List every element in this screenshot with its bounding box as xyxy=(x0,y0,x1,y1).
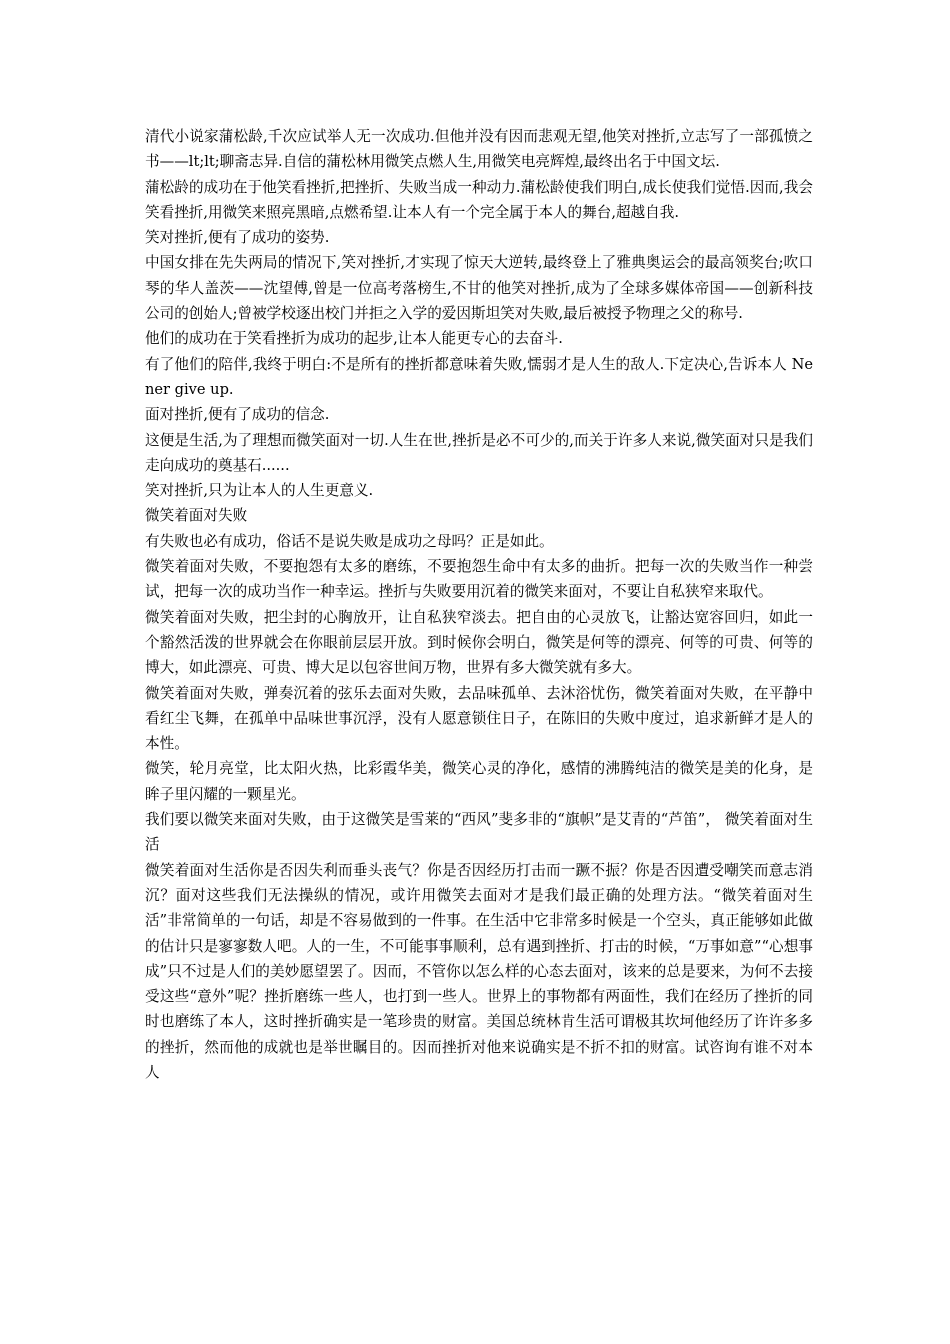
paragraph: 微笑着面对生活你是否因失利而垂头丧气？你是否因经历打击而一蹶不振？你是否因遭受嘲笑而意志消沉？面对这些我们无法操纵的情况，或许用微笑去面对才是我们最正确的处理方法。“微笑着面对生活”非常简单的一句话，却是不容易做到的一件事。在生活中它非常多时候是一个空头，真正能够如此做的估计只是寥寥数人吧。人的一生，不可能事事顺利，总有遇到挫折、打击的时候，“万事如意”“心想事成”只不过是人们的美妙愿望罢了。因而，不管你以怎么样的心态去面对，该来的总是要来，为何不去接受这些“意外”呢？挫折磨练一些人，也打到一些人。世界上的事物都有两面性，我们在经历了挫折的同时也磨练了本人，这时挫折确实是一笔珍贵的财富。美国总统林肯生活可谓极其坎坷他经历了许许多多的挫折，然而他的成就也是举世瞩目的。因而挫折对他来说确实是不折不扣的财富。试咨询有谁不对本人 xyxy=(145,861,813,1081)
paragraph: 蒲松龄的成功在于他笑看挫折,把挫折、失败当成一种动力.蒲松龄使我们明白,成长使我们觉悟.因而,我会笑看挫折,用微笑来照亮黑暗,点燃希望.让本人有一个完全属于本人的舞台,超越自我. xyxy=(145,178,813,221)
paragraph: 有了他们的陪伴,我终于明白:不是所有的挫折都意味着失败,懦弱才是人生的敌人.下定决心,告诉本人 Nener give up. xyxy=(145,355,813,398)
paragraph: 微笑着面对失败，把尘封的心胸放开，让自私狭窄淡去。把自由的心灵放飞，让豁达宽容回归，如此一个豁然活泼的世界就会在你眼前层层开放。到时候你会明白，微笑是何等的漂亮、何等的可贵、何等的博大，如此漂亮、可贵、博大足以包容世间万物，世界有多大微笑就有多大。 xyxy=(145,608,813,677)
paragraph: 这便是生活,为了理想而微笑面对一切.人生在世,挫折是必不可少的,而关于许多人来说,微笑面对只是我们走向成功的奠基石...... xyxy=(145,431,813,474)
paragraph: 微笑着面对失败 xyxy=(145,507,248,525)
paragraph: 面对挫折,便有了成功的信念. xyxy=(145,406,330,424)
paragraph: 微笑着面对失败，不要抱怨有太多的磨练，不要抱怨生命中有太多的曲折。把每一次的失败当作一种尝试，把每一次的成功当作一种幸运。挫折与失败要用沉着的微笑来面对，不要让自私狭窄来取代。 xyxy=(145,558,813,601)
document-body xyxy=(145,124,813,1085)
paragraph: 微笑着面对失败，弹奏沉着的弦乐去面对失败，去品味孤单、去沐浴忧伤，微笑着面对失败，在平静中看红尘飞舞，在孤单中品味世事沉浮，没有人愿意锁住日子，在陈旧的失败中度过，追求新鲜才是人的本性。 xyxy=(145,684,813,753)
paragraph: 清代小说家蒲松龄,千次应试举人无一次成功.但他并没有因而悲观无望,他笑对挫折,立志写了一部孤愤之书——lt;lt;聊斋志异.自信的蒲松林用微笑点燃人生,用微笑电亮辉煌,最终出名于中国文坛. xyxy=(145,128,813,171)
paragraph: 他们的成功在于笑看挫折为成功的起步,让本人能更专心的去奋斗. xyxy=(145,330,563,348)
paragraph: 有失败也必有成功，俗话不是说失败是成功之母吗？正是如此。 xyxy=(145,532,554,550)
paragraph: 微笑，轮月亮堂，比太阳火热，比彩霞华美，微笑心灵的净化，感情的沸腾纯洁的微笑是美的化身，是眸子里闪耀的一颗星光。 xyxy=(145,760,813,803)
paragraph: 我们要以微笑来面对失败，由于这微笑是雪莱的“西风”斐多非的“旗帜”是艾青的“芦笛”， 微笑着面对生活 xyxy=(145,811,813,854)
paragraph: 笑对挫折,便有了成功的姿势. xyxy=(145,229,330,247)
paragraph: 中国女排在先失两局的情况下,笑对挫折,才实现了惊天大逆转,最终登上了雅典奥运会的最高领奖台;吹口琴的华人盖茨——沈望傅,曾是一位高考落榜生,不甘的他笑对挫折,成为了全球多媒体帝国——创新科技公司的创始人;曾被学校逐出校门并拒之入学的爱因斯坦笑对失败,最后被授予物理之父的称号. xyxy=(145,254,813,323)
paragraph: 笑对挫折,只为让本人的人生更意义. xyxy=(145,482,374,500)
